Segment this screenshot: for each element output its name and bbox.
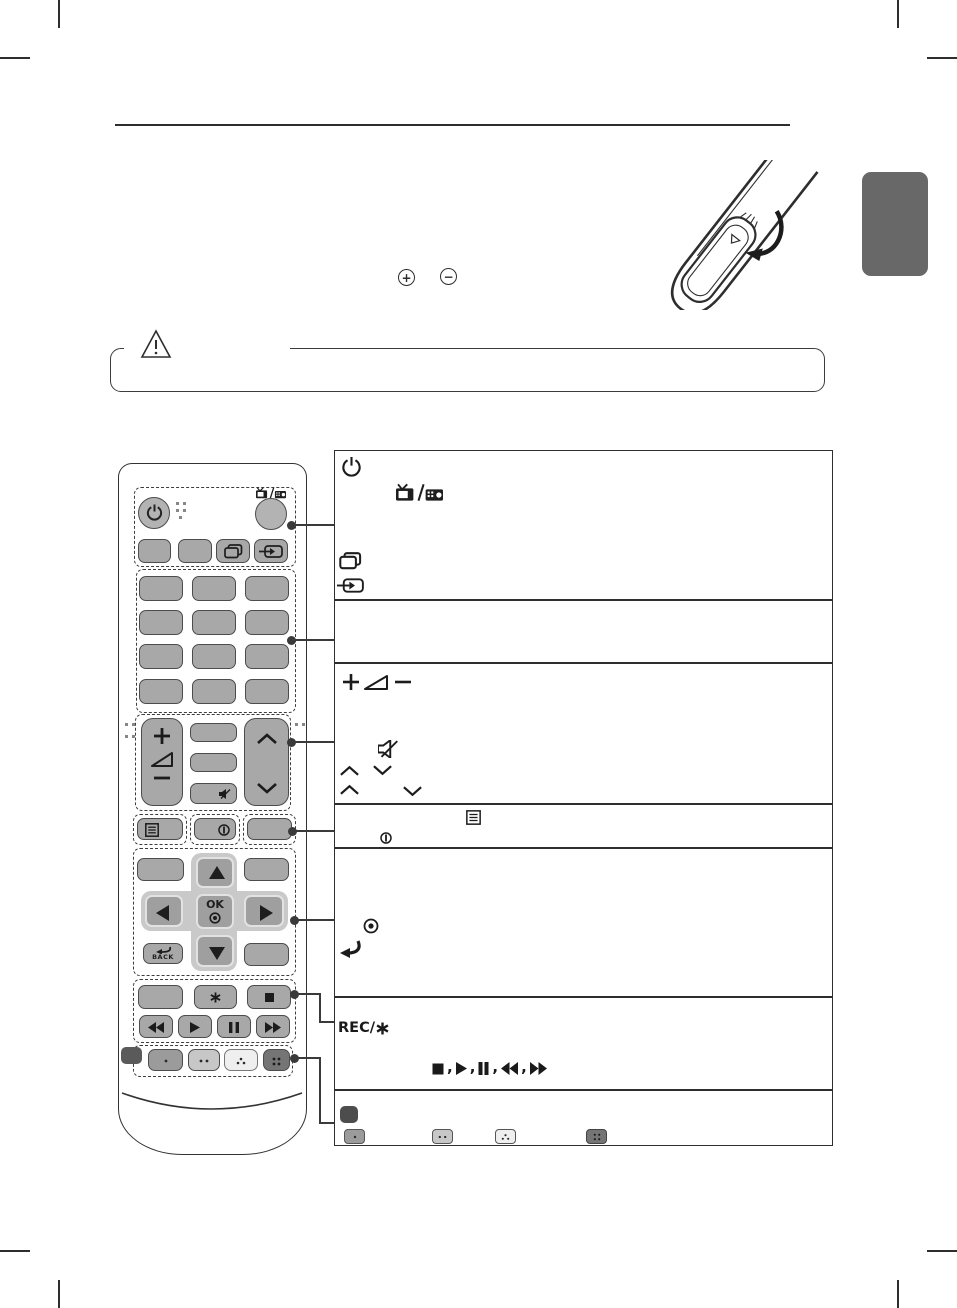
one-dot-icon <box>164 1059 168 1063</box>
stop-icon <box>432 1063 444 1075</box>
crop-mark <box>0 57 30 59</box>
number-button <box>245 576 289 601</box>
menu-list-icon <box>466 810 481 825</box>
info-icon <box>380 832 392 844</box>
colour-key-3dot <box>224 1049 258 1071</box>
separator: , <box>492 1058 499 1076</box>
table-row-navigation <box>335 849 832 996</box>
power-button <box>138 497 170 529</box>
tv-radio-icon <box>396 483 443 502</box>
crop-mark <box>0 1250 30 1252</box>
menu-list-icon <box>145 823 159 837</box>
table-row-menu-info <box>335 805 832 847</box>
fast-forward-button <box>256 1015 290 1038</box>
play-icon <box>456 1062 467 1075</box>
colour-key-2dot <box>188 1049 220 1071</box>
info-button <box>194 818 236 840</box>
remote-control <box>118 463 307 1155</box>
up-arrow-icon <box>209 866 225 879</box>
crop-mark <box>897 0 899 28</box>
rewind-icon <box>148 1022 164 1033</box>
pause-icon <box>229 1022 239 1033</box>
chevron-up-icon <box>339 784 360 796</box>
tv-radio-button <box>255 498 287 530</box>
record-button <box>194 985 237 1009</box>
left-arrow-icon <box>156 905 169 921</box>
crop-mark <box>58 0 60 28</box>
table-row-colour-keys <box>335 1091 832 1145</box>
separator: , <box>521 1058 527 1076</box>
number-button <box>245 610 289 635</box>
chevron-down-icon <box>372 764 393 776</box>
rewind-button <box>139 1015 173 1038</box>
play-button <box>178 1015 212 1038</box>
colour-key-dark <box>340 1106 358 1123</box>
print-mark <box>302 723 305 726</box>
three-dot-icon <box>501 1133 510 1141</box>
colour-key-4dot <box>263 1049 290 1071</box>
remote-button <box>138 539 171 563</box>
number-button <box>192 644 236 669</box>
table-row-volume <box>335 664 832 803</box>
menu-button <box>137 818 183 840</box>
back-arrow-icon <box>338 940 361 958</box>
ok-target-icon <box>209 912 221 924</box>
nav-up-button <box>196 857 234 888</box>
power-icon <box>146 504 163 522</box>
four-dot-icon <box>593 1133 601 1141</box>
callout-line <box>291 741 334 743</box>
nav-down-button <box>196 935 234 967</box>
chevron-up-icon <box>339 765 360 777</box>
remote-button <box>244 943 289 966</box>
chevron-down-icon <box>256 782 278 794</box>
print-mark <box>295 723 298 726</box>
pause-button <box>217 1015 251 1038</box>
mute-button <box>190 783 237 804</box>
table-row-numbers <box>335 601 832 662</box>
fast-forward-icon <box>530 1062 547 1075</box>
rec-label: REC/ <box>338 1020 376 1036</box>
asterisk-icon <box>376 1022 389 1035</box>
two-dot-icon <box>438 1135 447 1139</box>
number-button <box>245 679 289 704</box>
minus-glyph: − <box>443 269 454 284</box>
callout-line <box>319 1057 321 1124</box>
power-icon <box>341 456 362 479</box>
volume-up-icon <box>153 727 171 745</box>
rewind-icon <box>501 1062 518 1075</box>
stop-button <box>247 985 291 1009</box>
separator: , <box>469 1058 476 1076</box>
number-button <box>192 679 236 704</box>
remote-button <box>244 858 289 881</box>
minus-circle-icon <box>440 268 457 285</box>
callout-line <box>292 639 334 641</box>
one-dot-icon <box>353 1135 357 1139</box>
ok-label: OK <box>206 898 224 911</box>
input-button <box>254 539 288 563</box>
callout-line <box>319 1021 334 1023</box>
playback-icon-sequence <box>432 1060 547 1075</box>
number-button <box>139 610 183 635</box>
chevron-down-icon <box>402 785 423 797</box>
play-icon <box>190 1022 200 1033</box>
volume-down-icon <box>154 776 170 780</box>
table-row-record-playback <box>335 998 832 1089</box>
callout-line <box>319 1122 334 1124</box>
colour-key-4dot <box>586 1129 607 1144</box>
plus-circle-icon <box>398 269 415 286</box>
remote-button <box>190 753 237 772</box>
volume-plus-slider-minus-icon <box>342 672 414 692</box>
input-icon <box>259 545 283 558</box>
three-dot-icon <box>236 1057 246 1065</box>
crop-mark <box>58 1280 60 1308</box>
remote-button <box>178 539 212 563</box>
rec-label-group <box>338 1020 389 1036</box>
ok-button <box>196 894 234 929</box>
print-mark <box>183 502 186 505</box>
stop-icon <box>265 993 274 1002</box>
battery-insert-illustration <box>665 160 835 310</box>
remote-button <box>137 858 184 881</box>
channel-rocker <box>244 718 289 806</box>
volume-icon <box>150 751 174 768</box>
section-rule <box>115 124 790 126</box>
remote-button <box>138 985 183 1009</box>
chapter-tab <box>862 172 928 276</box>
colour-key-3dot <box>495 1129 516 1144</box>
warning-triangle-icon <box>140 329 172 360</box>
fast-forward-icon <box>265 1022 281 1033</box>
back-button <box>143 943 183 964</box>
asterisk-icon <box>210 992 221 1003</box>
remote-button <box>247 818 292 840</box>
ok-target-icon <box>363 918 379 934</box>
number-button <box>139 576 183 601</box>
nav-right-button <box>244 895 284 927</box>
print-mark <box>176 502 179 505</box>
plus-glyph: + <box>401 270 412 285</box>
callout-line <box>293 830 334 832</box>
description-table <box>334 450 833 1146</box>
number-button <box>139 679 183 704</box>
number-button <box>192 610 236 635</box>
nav-left-button <box>145 895 183 927</box>
crop-mark <box>927 57 957 59</box>
callout-line <box>295 1057 321 1059</box>
four-dot-icon <box>272 1057 281 1066</box>
info-icon <box>218 824 230 836</box>
multiview-icon <box>339 552 362 570</box>
chevron-up-icon <box>256 733 278 745</box>
crop-mark <box>927 1250 957 1252</box>
right-arrow-icon <box>260 905 273 921</box>
number-button <box>192 576 236 601</box>
mute-icon <box>219 789 231 799</box>
pause-icon <box>478 1062 489 1075</box>
print-mark <box>132 723 135 726</box>
crop-mark <box>897 1280 899 1308</box>
colour-key-1dot <box>148 1049 183 1071</box>
print-mark <box>125 735 128 738</box>
separator: , <box>447 1058 453 1076</box>
print-mark <box>183 509 186 512</box>
number-button <box>245 644 289 669</box>
multiview-button <box>216 539 250 563</box>
colour-key-1dot <box>344 1129 365 1144</box>
print-mark <box>179 516 182 519</box>
remote-button <box>190 723 237 742</box>
print-mark <box>125 723 128 726</box>
callout-line <box>291 524 334 526</box>
caution-box <box>110 348 825 392</box>
table-row-power <box>335 451 832 599</box>
colour-key-2dot <box>432 1129 453 1144</box>
two-dot-icon <box>199 1059 209 1063</box>
mute-icon <box>378 740 399 758</box>
back-label: BACK <box>152 953 174 961</box>
input-icon <box>337 578 364 593</box>
print-mark <box>132 735 135 738</box>
multiview-icon <box>224 544 243 559</box>
number-button <box>139 644 183 669</box>
volume-rocker <box>141 718 183 806</box>
down-arrow-icon <box>209 947 225 960</box>
callout-line <box>319 993 321 1023</box>
battery-cover-seam <box>119 1079 305 1139</box>
callout-line <box>295 993 321 995</box>
colour-key-dark <box>121 1047 142 1064</box>
print-mark <box>176 509 179 512</box>
callout-line <box>295 919 334 921</box>
